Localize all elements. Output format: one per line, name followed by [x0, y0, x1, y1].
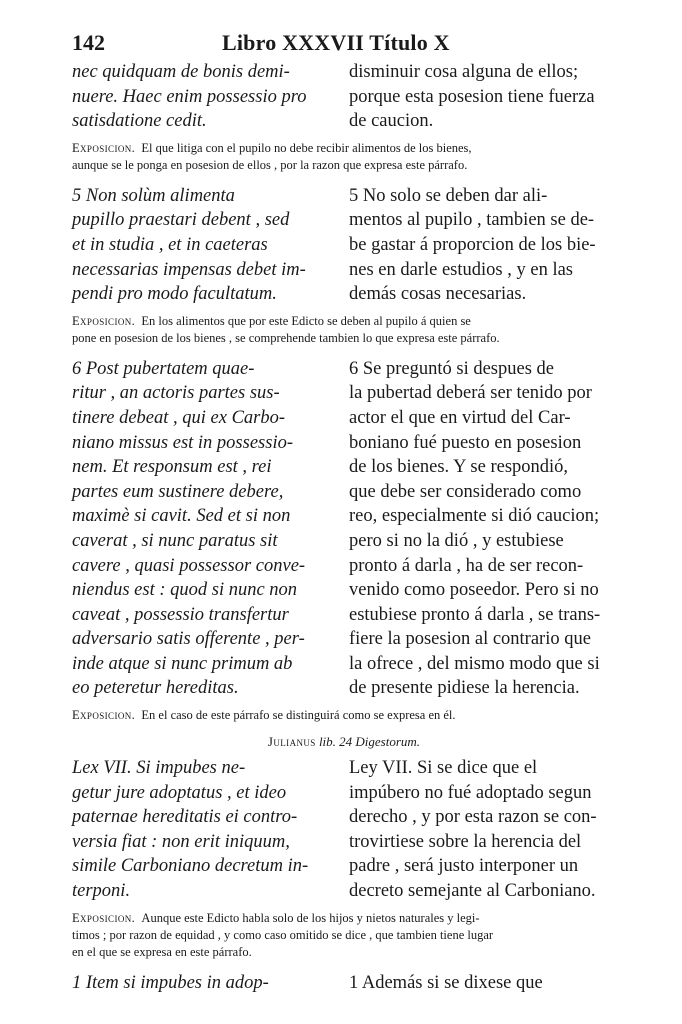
spanish-line: disminuir cosa alguna de ellos;	[349, 62, 579, 82]
latin-line: et in studia , et in caeteras	[72, 234, 268, 255]
latin-line: maximè si cavit. Sed et si non	[72, 506, 291, 527]
latin-line: caveat , possessio transfertur	[72, 604, 289, 625]
source-citation	[72, 734, 616, 750]
parallel-block	[72, 756, 616, 904]
page-header	[72, 30, 616, 60]
spanish-line: boniano fué puesto en posesion	[349, 432, 582, 453]
latin-line: eo peteretur hereditas.	[72, 678, 239, 699]
latin-line: getur jure adoptatus , et ideo	[72, 782, 287, 803]
spanish-line: Ley VII. Si se dice que el	[349, 758, 538, 779]
spanish-column	[349, 357, 616, 701]
latin-line: niano missus est in possessio-	[72, 432, 293, 453]
spanish-line: porque esta posesion tiene fuerza	[349, 86, 595, 107]
latin-column	[72, 60, 337, 134]
latin-line: cavere , quasi possessor conve-	[72, 555, 306, 576]
latin-line: nuere. Haec enim possessio pro	[72, 86, 307, 107]
exposition-note	[72, 140, 616, 174]
latin-line: paternae hereditatis ei contro-	[72, 807, 298, 828]
spanish-line: impúbero no fué adoptado segun	[349, 782, 592, 803]
latin-line: 5 Non solùm alimenta	[72, 185, 235, 206]
spanish-line: de presente pidiese la herencia.	[349, 678, 580, 699]
latin-line: 1 Item si impubes in adop-	[72, 972, 269, 993]
latin-line: simile Carboniano decretum in-	[72, 856, 309, 877]
latin-line: nem. Et responsum est , rei	[72, 457, 272, 478]
spanish-column	[349, 184, 616, 307]
spanish-line: pero si no la dió , y estubiese	[349, 530, 564, 551]
exposition-line: en el que se expresa en este párrafo.	[72, 944, 252, 959]
latin-line: caverat , si nunc paratus sit	[72, 530, 278, 551]
exposition-label: Exposicion.	[72, 140, 136, 155]
spanish-line: demás cosas necesarias.	[349, 284, 527, 305]
spanish-line: 5 No solo se deben dar ali-	[349, 185, 548, 206]
source-work: lib. 24 Digestorum.	[318, 734, 421, 750]
spanish-line: mentos al pupilo , tambien se de-	[349, 210, 595, 231]
spanish-line: 1 Además si se dixese que	[349, 972, 543, 993]
spanish-line: la pubertad deberá ser tenido por	[349, 383, 592, 404]
spanish-line: fiere la posesion al contrario que	[349, 629, 591, 650]
latin-column	[72, 357, 337, 701]
exposition-line: pone en posesion de los bienes , se comprehende tambien lo que expresa este párrafo.	[72, 330, 500, 345]
latin-line: pendi pro modo facultatum.	[72, 284, 277, 305]
latin-line: pupillo praestari debent , sed	[72, 210, 290, 231]
latin-line: 6 Post pubertatem quae-	[72, 358, 255, 379]
exposition-label: Exposicion.	[72, 708, 136, 723]
exposition-label: Exposicion.	[72, 910, 136, 925]
spanish-line: nes en darle estudios , y en las	[349, 259, 573, 280]
exposition-line: El que litiga con el pupilo no debe recibir alimentos de los bienes,	[141, 140, 472, 155]
parallel-block	[72, 357, 616, 701]
exposition-line: En los alimentos que por este Edicto se deben al pupilo á quien se	[141, 313, 471, 328]
spanish-line: venido como poseedor. Pero si no	[349, 580, 599, 601]
exposition-note	[72, 910, 616, 961]
exposition-note	[72, 707, 616, 724]
latin-line: necessarias impensas debet im-	[72, 259, 306, 280]
latin-line: partes eum sustinere debere,	[72, 481, 284, 502]
running-head: Libro XXXVII Título X	[222, 30, 450, 55]
spanish-column	[349, 971, 616, 996]
latin-line: niendus est : quod si nunc non	[72, 580, 298, 601]
latin-line: nec quidquam de bonis demi-	[72, 62, 290, 82]
exposition-line: En el caso de este párrafo se distinguirá como se expresa en él.	[141, 708, 456, 723]
spanish-line: trovirtiese sobre la herencia del	[349, 831, 582, 852]
latin-column	[72, 184, 337, 307]
spanish-line: la ofrece , del mismo modo que si	[349, 653, 600, 674]
spanish-line: estubiese pronto á darla , se trans-	[349, 604, 601, 625]
spanish-line: be gastar á proporcion de los bie-	[349, 234, 596, 255]
spanish-line: de caucion.	[349, 111, 434, 132]
spanish-line: padre , será justo interponer un	[349, 856, 579, 877]
latin-column	[72, 756, 337, 904]
latin-line: Lex VII. Si impubes ne-	[72, 758, 246, 779]
spanish-column	[349, 756, 616, 904]
spanish-line: reo, especialmente si dió caucion;	[349, 506, 600, 527]
spanish-column	[349, 60, 616, 134]
latin-line: terponi.	[72, 881, 131, 902]
book-page	[72, 30, 616, 995]
latin-line: ritur , an actoris partes sus-	[72, 383, 280, 404]
spanish-line: actor el que en virtud del Car-	[349, 407, 571, 428]
source-author: Julianus	[267, 734, 316, 750]
exposition-line: timos ; por razon de equidad , y como caso omitido se dice , que tambien tiene lugar	[72, 927, 494, 942]
latin-line: versia fiat : non erit iniquum,	[72, 831, 290, 852]
exposition-label: Exposicion.	[72, 313, 136, 328]
exposition-note	[72, 313, 616, 347]
spanish-line: pronto á darla , ha de ser recon-	[349, 555, 584, 576]
latin-line: satisdatione cedit.	[72, 111, 207, 132]
spanish-line: decreto semejante al Carboniano.	[349, 881, 596, 902]
spanish-line: 6 Se preguntó si despues de	[349, 358, 555, 379]
latin-line: tinere debeat , qui ex Carbo-	[72, 407, 286, 428]
latin-line: adversario satis offerente , per-	[72, 629, 305, 650]
spanish-line: que debe ser considerado como	[349, 481, 582, 502]
latin-column	[72, 971, 337, 996]
spanish-line: de los bienes. Y se respondió,	[349, 457, 569, 478]
parallel-block	[72, 60, 616, 134]
parallel-block	[72, 184, 616, 307]
parallel-block	[72, 971, 616, 996]
exposition-line: aunque se le ponga en posesion de ellos , por la razon que expresa este párrafo.	[72, 157, 468, 172]
page-number: 142	[72, 30, 105, 55]
latin-line: inde atque si nunc primum ab	[72, 653, 293, 674]
spanish-line: derecho , y por esta razon se con-	[349, 807, 597, 828]
exposition-line: Aunque este Edicto habla solo de los hijos y nietos naturales y legi-	[141, 910, 480, 925]
